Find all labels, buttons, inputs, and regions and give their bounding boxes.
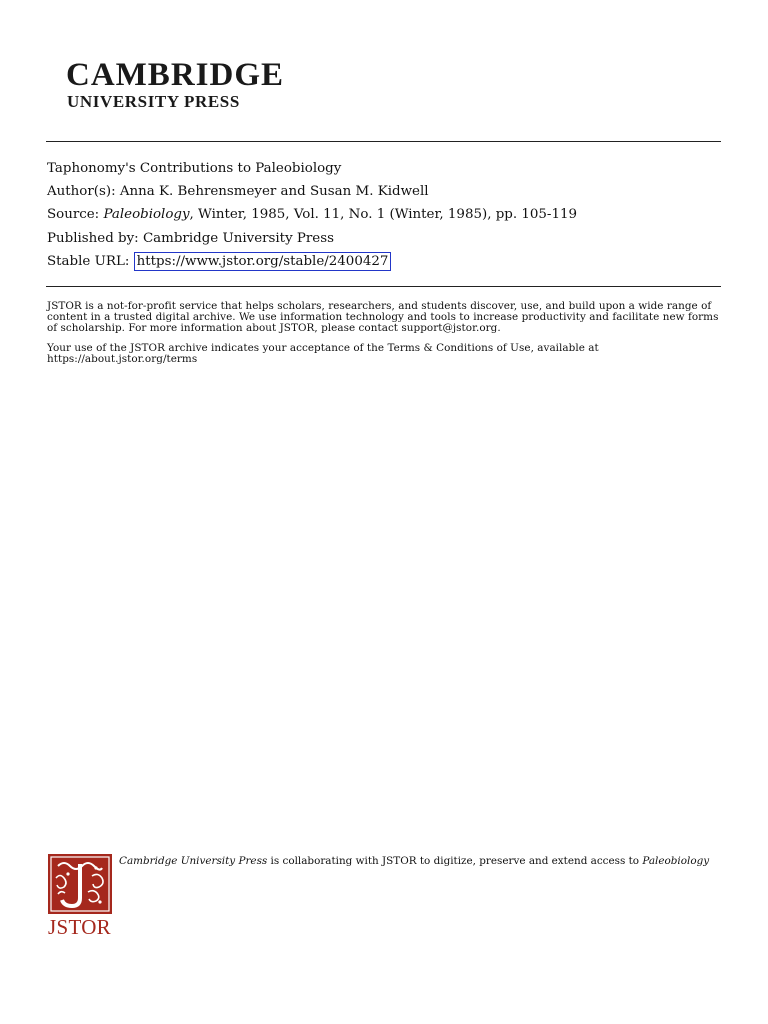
source-line — [47, 203, 577, 226]
logo-line-cambridge: CAMBRIDGE — [66, 57, 285, 93]
authors-label: Author(s): — [47, 184, 116, 200]
stable-url-line — [47, 250, 577, 273]
published-by-label: Published by: — [47, 230, 139, 246]
jstor-notice-paragraph: JSTOR is a not-for-profit service that helps scholars, researchers, and students discover, use, and build upon a wide range of content in a trusted digital archive. We use information technology and tools to increase productivity and facilitate new forms of scholarship. For more information about JSTOR, please contact support@jstor.org. — [47, 300, 719, 334]
cambridge-university-press-logo — [66, 58, 284, 111]
stable-url-link[interactable]: https://www.jstor.org/stable/2400427 — [134, 252, 392, 271]
source-journal: Paleobiology — [103, 207, 190, 223]
jstor-logo — [48, 854, 114, 937]
bottom-divider — [46, 286, 721, 287]
collab-journal: Paleobiology — [642, 855, 710, 867]
authors-value: Anna K. Behrensmeyer and Susan M. Kidwell — [119, 184, 429, 200]
terms-of-use-paragraph: Your use of the JSTOR archive indicates your acceptance of the Terms & Conditions of Use, available at https://about.jstor.org/terms — [47, 342, 599, 365]
source-details: , Winter, 1985, Vol. 11, No. 1 (Winter, 1985), pp. 105-119 — [189, 207, 578, 223]
top-divider — [46, 141, 721, 142]
collab-text: is collaborating with JSTOR to digitize, preserve and extend access to — [267, 855, 643, 867]
logo-line-university-press: UNIVERSITY PRESS — [67, 92, 240, 111]
article-metadata — [47, 157, 577, 273]
jstor-wordmark: JSTOR — [48, 915, 111, 939]
collab-publisher: Cambridge University Press — [119, 855, 268, 867]
authors-line — [47, 180, 577, 203]
article-title: Taphonomy's Contributions to Paleobiology — [47, 161, 342, 176]
collaboration-statement — [119, 856, 719, 867]
stable-url-label: Stable URL: — [47, 253, 130, 269]
published-by-line — [47, 227, 577, 250]
jstor-emblem-icon — [48, 854, 112, 914]
source-label: Source: — [47, 207, 100, 223]
publisher-name: Cambridge University Press — [142, 230, 334, 246]
